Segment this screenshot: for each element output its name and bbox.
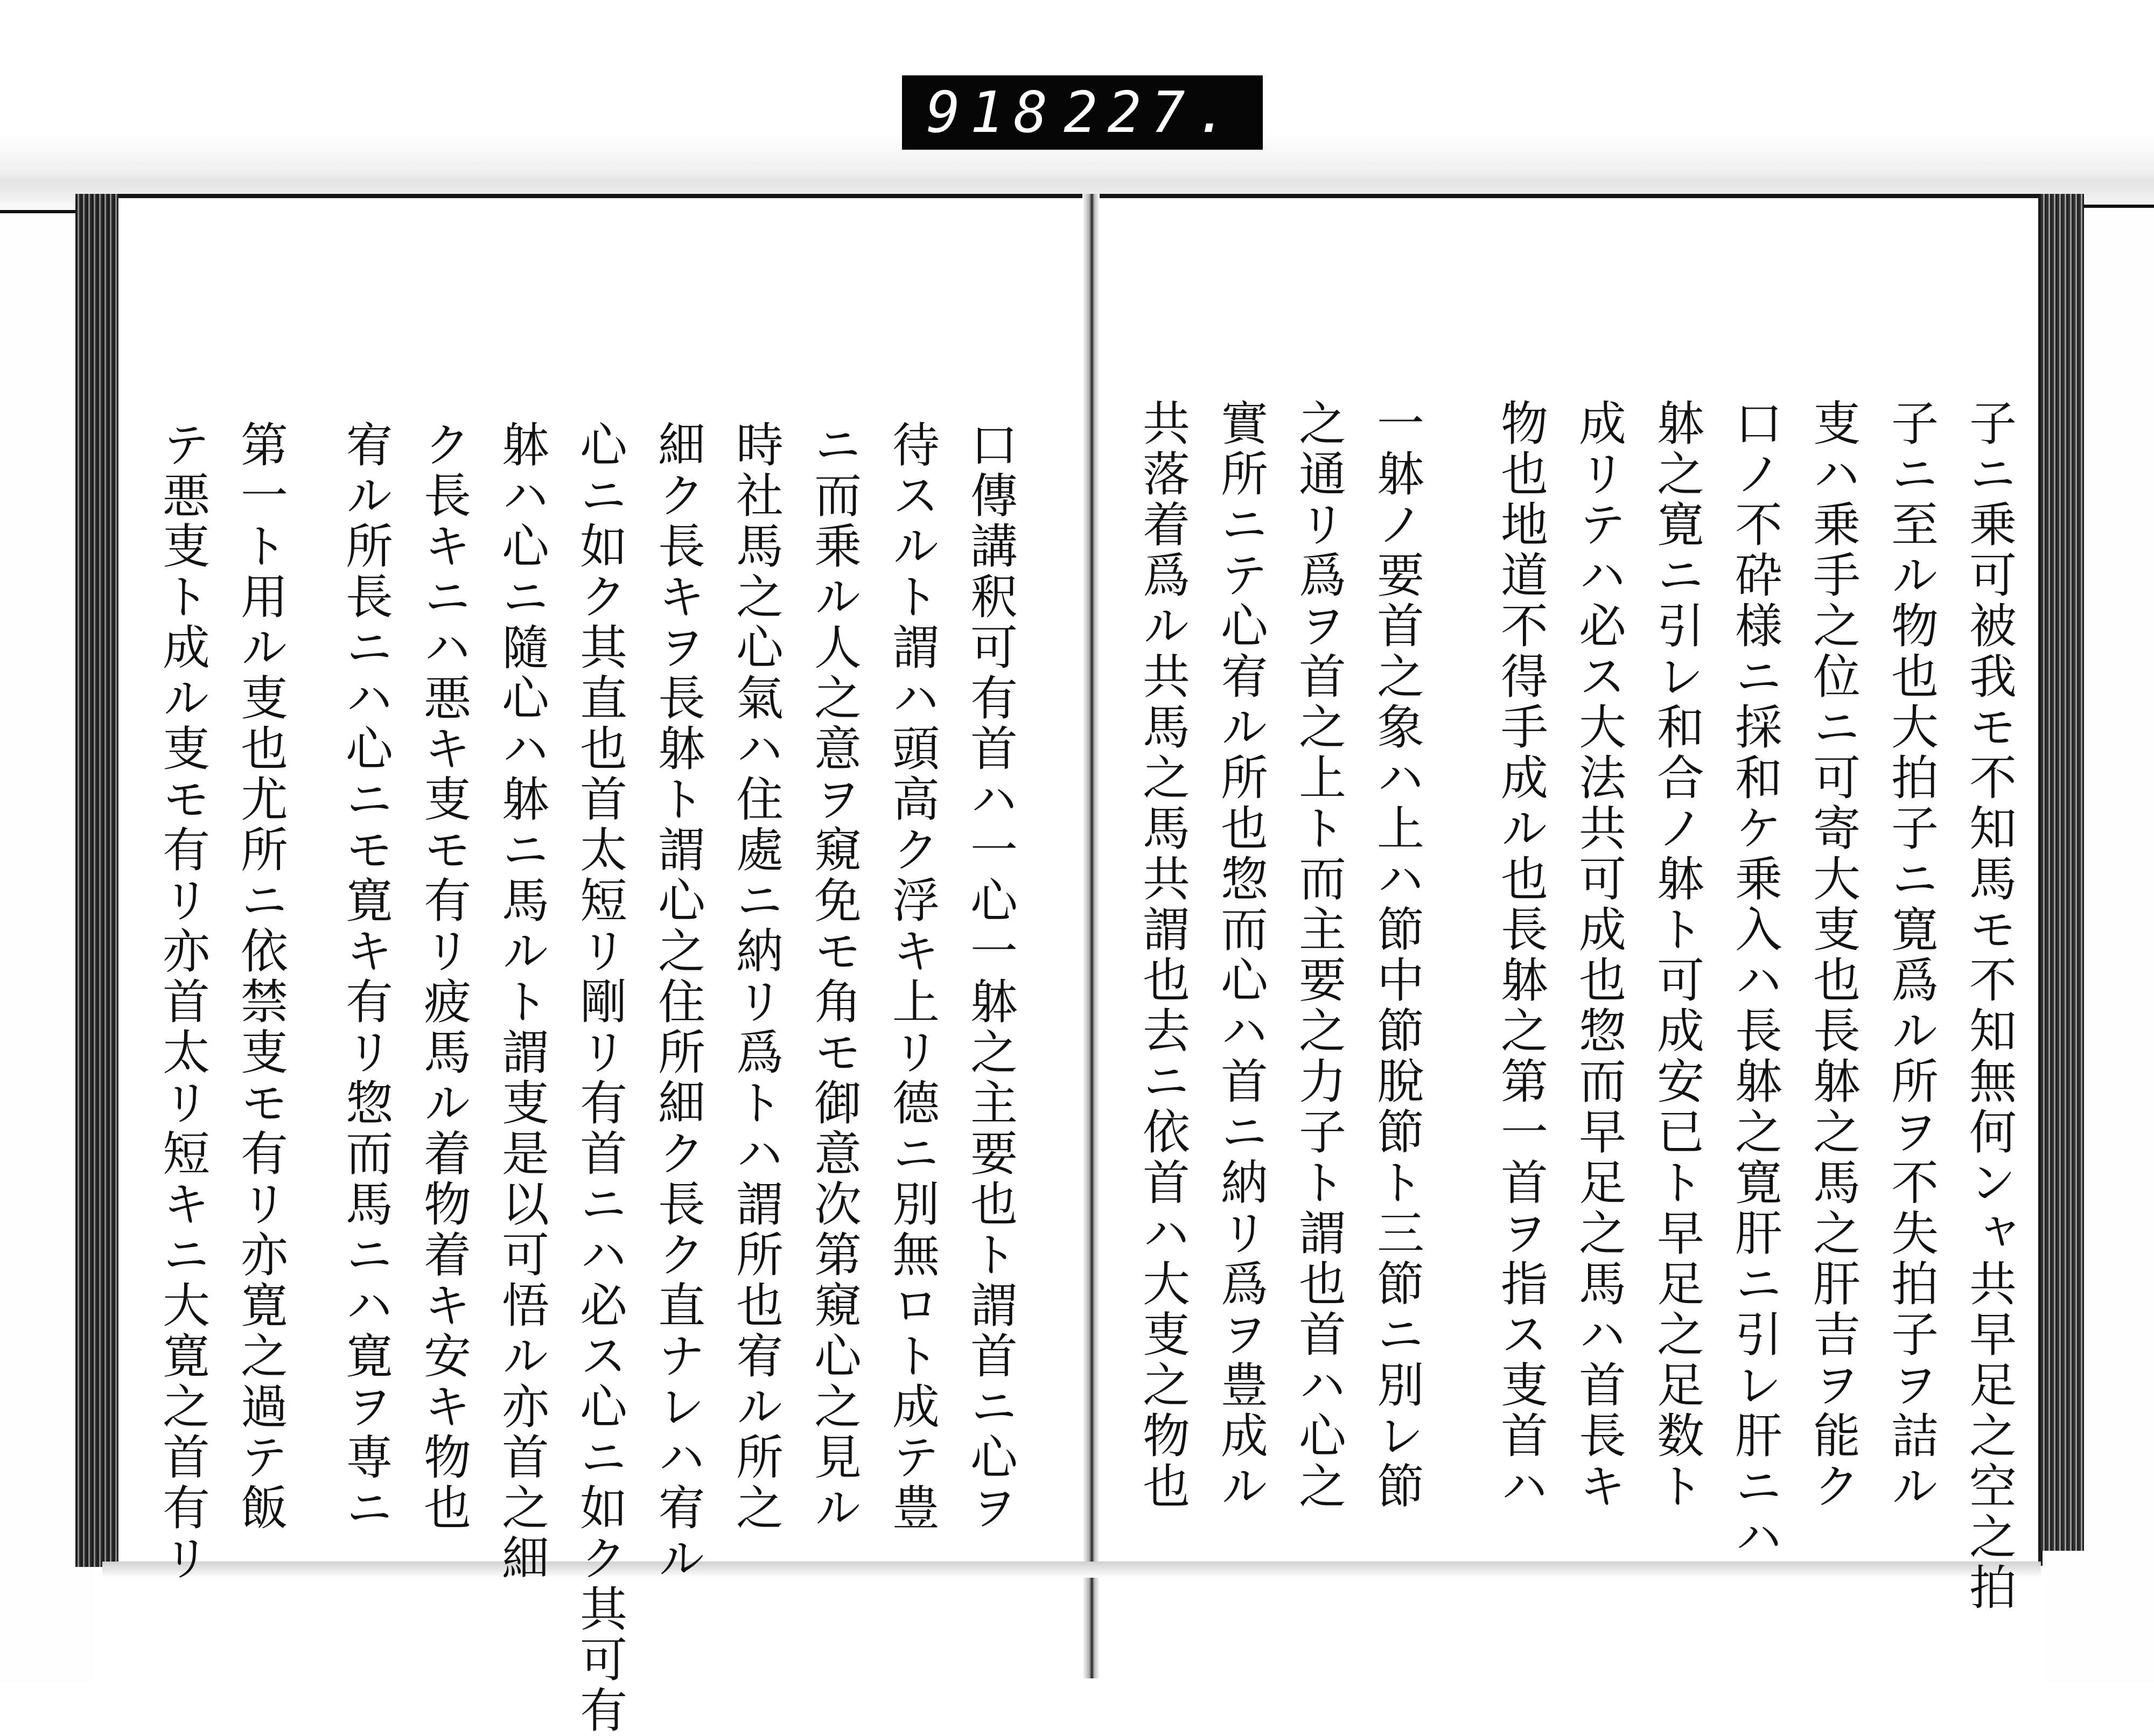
- text-column: 物也地道不得手成ル也長躰之第一首ヲ指ス叓首ハ: [1493, 398, 1549, 1512]
- text-column: 口ノ不砕様ニ採和ケ乗入ハ長躰之寛肝ニ引レ肝ニハ: [1728, 398, 1783, 1563]
- text-column: 躰ハ心ニ隨心ハ躰ニ馬ルト謂叓是以可悟ル亦首之細: [494, 420, 550, 1584]
- text-column: 子ニ至ル物也大拍子ニ寛爲ル所ヲ不失拍子ヲ詰ル: [1884, 398, 1939, 1512]
- reel-number: 918: [926, 80, 1058, 145]
- text-column: ク長キニハ悪キ叓モ有リ疲馬ル着物着キ安キ物也: [416, 420, 472, 1534]
- text-column: 宥ル所長ニハ心ニモ寛キ有リ惣而馬ニハ寛ヲ専ニ: [338, 420, 394, 1534]
- text-column: 心ニ如ク其直也首太短リ剛リ有首ニハ必ス心ニ如ク其可有: [572, 420, 628, 1736]
- text-column: 實所ニテ心宥ル所也惣而心ハ首ニ納リ爲ヲ豊成ル: [1213, 398, 1269, 1512]
- book-gutter: [1082, 194, 1100, 1678]
- page-bottom-shadow: [102, 1562, 2041, 1578]
- microfilm-frame-label: [902, 75, 1263, 150]
- text-column: 時社馬之心氣ハ住處ニ納リ爲トハ謂所也宥ル所之: [729, 420, 784, 1534]
- right-page-stack: [2041, 194, 2084, 1551]
- frame-number: 227.: [1064, 80, 1239, 145]
- text-column: 共落着爲ル共馬之馬共謂也去ニ依首ハ大叓之物也: [1135, 398, 1191, 1512]
- text-column: テ悪叓ト成ル叓モ有リ亦首太リ短キニ大寛之首有リ: [155, 420, 211, 1584]
- text-column: 第一ト用ル叓也尤所ニ依禁叓モ有リ亦寛之過テ飯: [233, 420, 289, 1534]
- text-column: 叓ハ乗手之位ニ可寄大叓也長躰之馬之肝吉ヲ能ク: [1806, 398, 1861, 1512]
- text-column: ニ而乗ル人之意ヲ窺免モ角モ御意次第窺心之見ル: [807, 420, 862, 1534]
- text-column: 細ク長キヲ長躰ト謂心之住所細ク長ク直ナレハ宥ル: [651, 420, 706, 1584]
- text-column: 成リテハ必ス大法共可成也惣而早足之馬ハ首長キ: [1571, 398, 1627, 1512]
- text-column: 口傳講釈可有首ハ一心一躰之主要也ト謂首ニ心ヲ: [963, 420, 1018, 1534]
- left-page-stack: [75, 194, 118, 1567]
- text-column: 一躰ノ要首之象ハ上ハ節中節脫節ト三節ニ別レ節: [1369, 398, 1425, 1512]
- text-column: 待スルト謂ハ頭高ク浮キ上リ德ニ別無ロト成テ豊: [885, 420, 940, 1534]
- text-column: 子ニ乗可被我モ不知馬モ不知無何ンャ共早足之空之拍: [1962, 398, 2017, 1613]
- text-column: 之通リ爲ヲ首之上ト而主要之力子ト謂也首ハ心之: [1291, 398, 1347, 1512]
- text-column: 躰之寛ニ引レ和合ノ躰ト可成安已ト早足之足数ト: [1649, 398, 1705, 1512]
